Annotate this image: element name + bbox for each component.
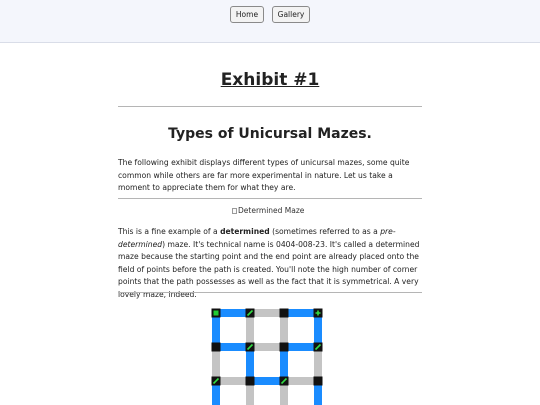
divider: [118, 292, 422, 293]
maze-edge: [284, 377, 318, 385]
maze-node: [212, 343, 221, 352]
maze-edge: [314, 313, 322, 347]
maze-node: [314, 377, 323, 386]
divider: [118, 198, 422, 199]
home-button[interactable]: Home: [230, 6, 264, 23]
determined-maze-image: [232, 206, 304, 215]
maze-node: [246, 377, 255, 386]
maze-edge: [216, 343, 250, 351]
description-italic-term: pre-determined: [118, 227, 396, 249]
maze-edge: [284, 309, 318, 317]
maze-node: [280, 309, 289, 318]
broken-image-icon: [232, 208, 237, 214]
maze-edge: [250, 309, 284, 317]
maze-edge: [284, 343, 318, 351]
maze-edge: [280, 347, 288, 381]
maze-edge: [212, 347, 220, 381]
maze-edge: [250, 377, 284, 385]
maze-edge: [216, 377, 250, 385]
top-navigation-bar: [0, 0, 540, 43]
image-alt-text: Determined Maze: [238, 206, 305, 215]
intro-paragraph: The following exhibit displays different types of unicursal mazes, some quite common while others are far more experimental in nature. Let us take a moment to appreciate them for what they are.: [118, 158, 410, 192]
maze-edge: [212, 313, 220, 347]
maze-edge: [250, 343, 284, 351]
maze-diagram: [210, 308, 330, 405]
description-text: ) maze. It's technical name is 0404-008-23. It's called a determined maze because the starting point and the end point are already placed onto the field of points before the path is created. You'll note the high number of corner points that the path possesses as well as the fact that it is symmetrical. A very lovely maze, indeed.: [118, 239, 420, 299]
exhibit-title: Exhibit #1: [220, 70, 320, 90]
description-bold-term: determined: [220, 227, 270, 236]
section-title: Types of Unicursal Mazes.: [168, 126, 372, 142]
divider: [118, 106, 422, 107]
gallery-button[interactable]: Gallery: [272, 6, 310, 23]
maze-start-marker: [214, 311, 219, 316]
maze-edge: [246, 347, 254, 381]
maze-edge: [246, 313, 254, 347]
description-text: This is a fine example of a: [118, 227, 221, 236]
maze-node: [280, 343, 289, 352]
maze-description: [118, 226, 422, 301]
maze-edge: [314, 347, 322, 381]
maze-edge: [280, 313, 288, 347]
description-text: (sometimes referred to as a: [269, 227, 381, 236]
maze-edge: [216, 309, 250, 317]
